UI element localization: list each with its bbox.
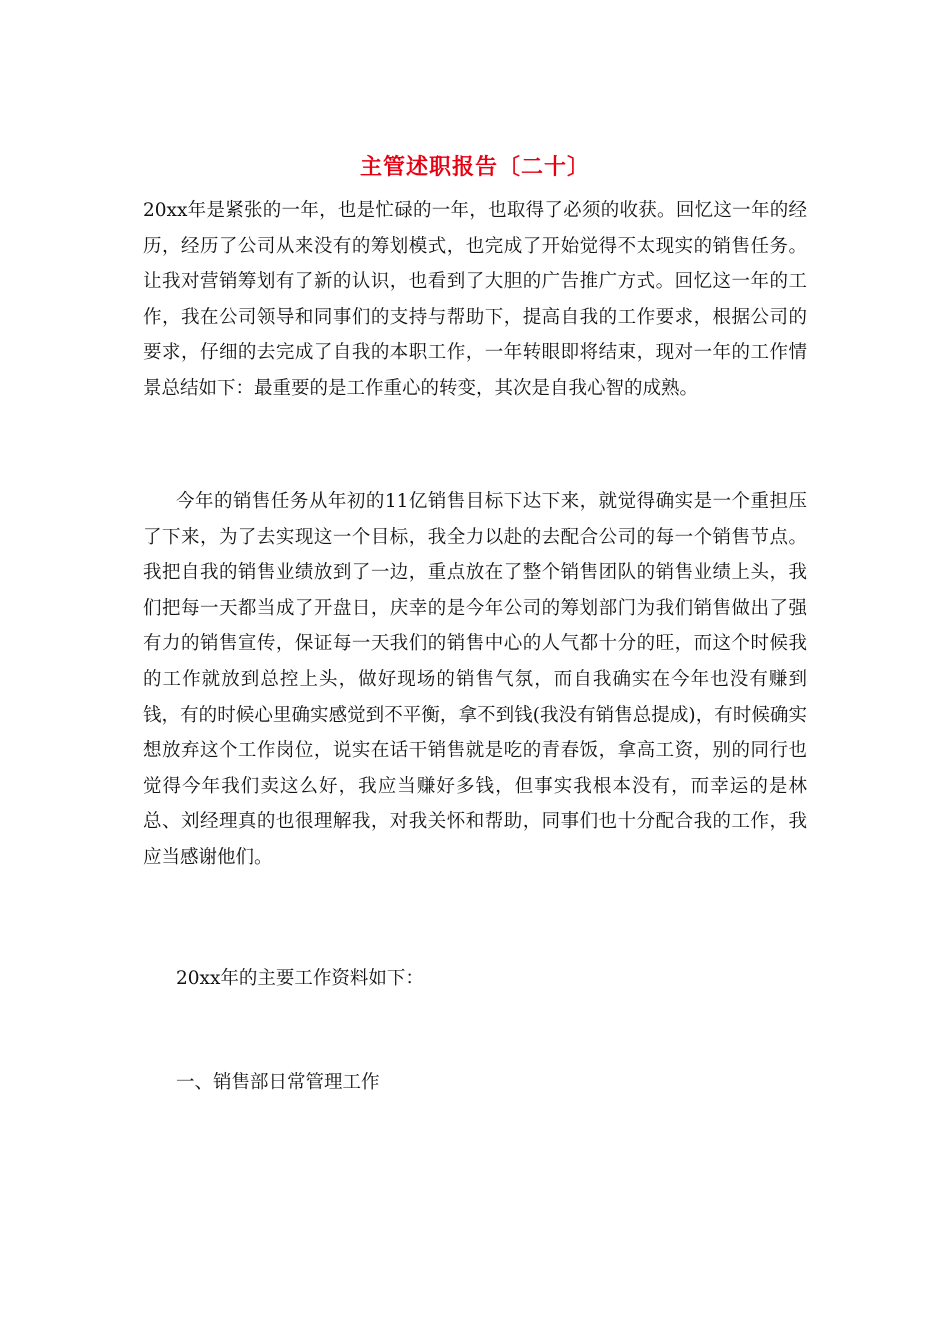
- document-title: 主管述职报告〔二十〕: [359, 154, 590, 180]
- main-work-intro: 20xx年的主要工作资料如下：: [176, 968, 424, 989]
- paragraph-intro: 20xx年是紧张的一年，也是忙碌的一年，也取得了必须的收获。回忆这一年的经历，经历了公司从来没有的筹划模式，也完成了开始觉得不太现实的销售任务。让我对营销筹划有了新的认识，也看到了大胆的广告推广方式。回忆这一年的工作，我在公司领导和同事们的支持与帮助下，提高自我的工作要求，根据公司的要求，仔细的去完成了自我的本职工作，一年转眼即将结束，现对一年的工作情景总结如下：最重要的是工作重心的转变，其次是自我心智的成熟。: [143, 200, 807, 399]
- section-heading-sales-dept: 一、销售部日常管理工作: [176, 1072, 380, 1093]
- paragraph-sales-target: 今年的销售任务从年初的11亿销售目标下达下来，就觉得确实是一个重担压了下来，为了去实现这一个目标，我全力以赴的去配合公司的每一个销售节点。我把自我的销售业绩放到了一边，重点放在了整个销售团队的销售业绩上头，我们把每一天都当成了开盘日，庆幸的是今年公司的筹划部门为我们销售做出了强有力的销售宣传，保证每一天我们的销售中心的人气都十分的旺，而这个时候我的工作就放到总控上头，做好现场的销售气氛，而自我确实在今年也没有赚到钱，有的时候心里确实感觉到不平衡，拿不到钱(我没有销售总提成)，有时候确实想放弃这个工作岗位，说实在话干销售就是吃的青春饭，拿高工资，别的同行也觉得今年我们卖这么好，我应当赚好多钱，但事实我根本没有，而幸运的是林总、刘经理真的也很理解我，对我关怀和帮助，同事们也十分配合我的工作，我应当感谢他们。: [143, 491, 807, 868]
